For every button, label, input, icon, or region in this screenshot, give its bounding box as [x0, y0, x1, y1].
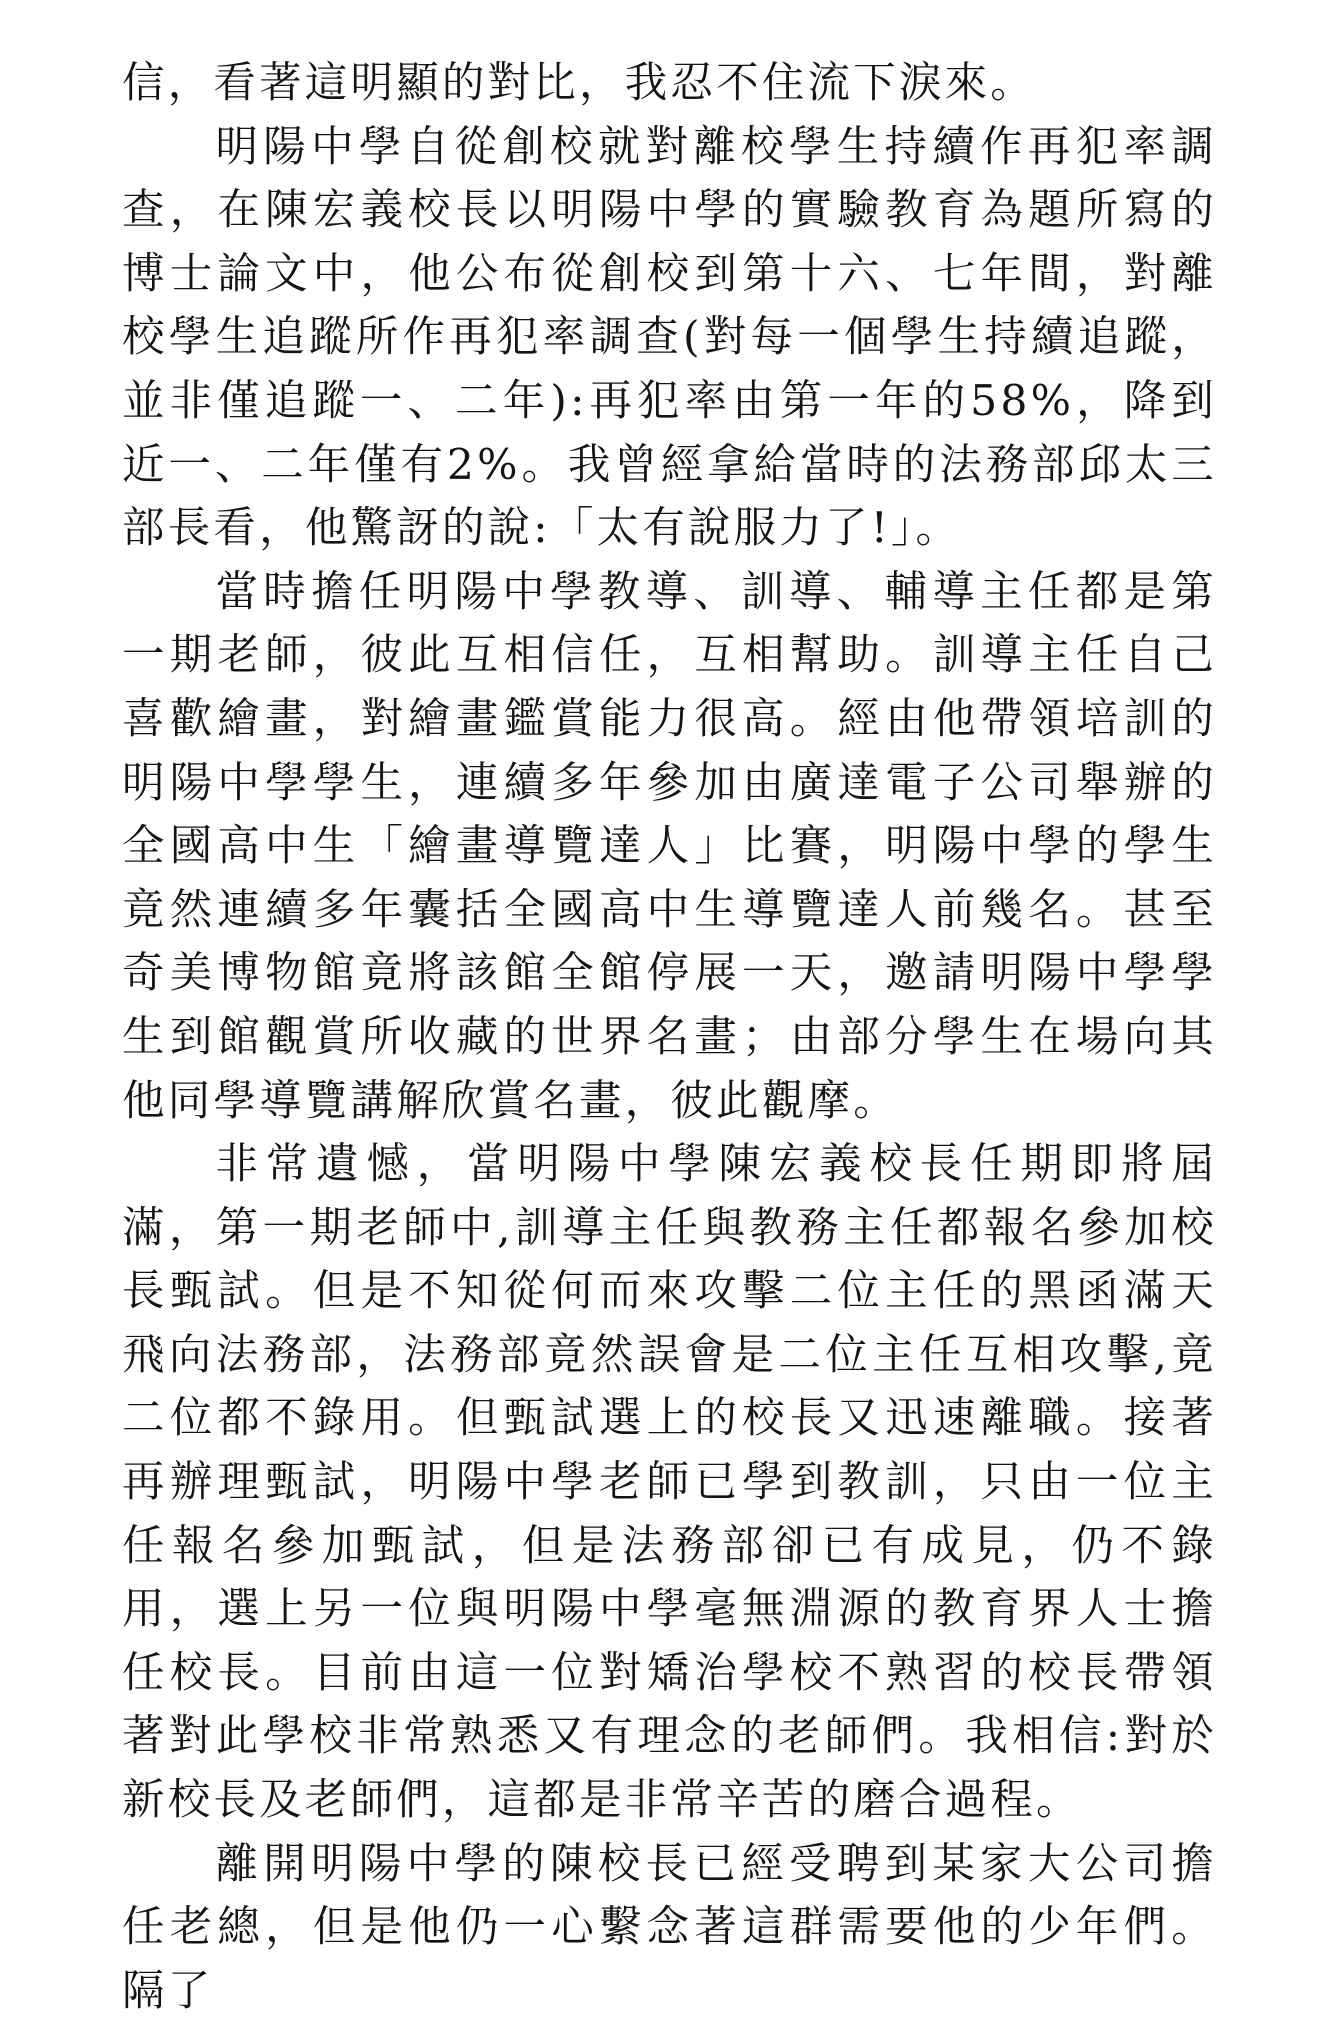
paragraph-recidivism-survey: 明陽中學自從創校就對離校學生持續作再犯率調查，在陳宏義校長以明陽中學的實驗教育為題所寫的博士論文中，他公布從創校到第十六、七年間，對離校學生追蹤所作再犯率調查(對每一個學生持續追蹤，並非僅追蹤一、二年):再犯率由第一年的58%，降到近一、二年僅有2%。我曾經拿給當時的法務部邱太三部長看，他驚訝的說:「太有說服力了!」。 — [122, 122, 1217, 554]
paragraph-continuation: 信，看著這明顯的對比，我忍不住流下淚來。 — [122, 59, 1037, 108]
paragraph-art-appreciation: 當時擔任明陽中學教導、訓導、輔導主任都是第一期老師，彼此互相信任，互相幫助。訓導主任自己喜歡繪畫，對繪畫鑑賞能力很高。經由他帶領培訓的明陽中學學生，連續多年參加由廣達電子公司舉辦的全國高中生「繪畫導覽達人」比賽，明陽中學的學生竟然連續多年囊括全國高中生導覽達人前幾名。甚至奇美博物館竟將該館全館停展一天，邀請明陽中學學生到館觀賞所收藏的世界名畫；由部分學生在場向其他同學導覽講解欣賞名畫，彼此觀摩。 — [122, 567, 1217, 1126]
body-text — [122, 52, 1217, 2023]
paragraph-principal-selection: 非常遺憾，當明陽中學陳宏義校長任期即將屆滿，第一期老師中,訓導主任與教務主任都報名參加校長甄試。但是不知從何而來攻擊二位主任的黑函滿天飛向法務部，法務部竟然誤會是二位主任互相攻擊,竟二位都不錄用。但甄試選上的校長又迅速離職。接著再辦理甄試，明陽中學老師已學到教訓，只由一位主任報名參加甄試，但是法務部卻已有成見，仍不錄用，選上另一位與明陽中學毫無淵源的教育界人士擔任校長。目前由這一位對矯治學校不熟習的校長帶領著對此學校非常熟悉又有理念的老師們。我相信:對於新校長及老師們，這都是非常辛苦的磨合過程。 — [122, 1140, 1217, 1826]
paragraph-former-principal: 離開明陽中學的陳校長已經受聘到某家大公司擔任老總，但是他仍一心繫念著這群需要他的少年們。隔了 — [122, 1839, 1217, 2016]
